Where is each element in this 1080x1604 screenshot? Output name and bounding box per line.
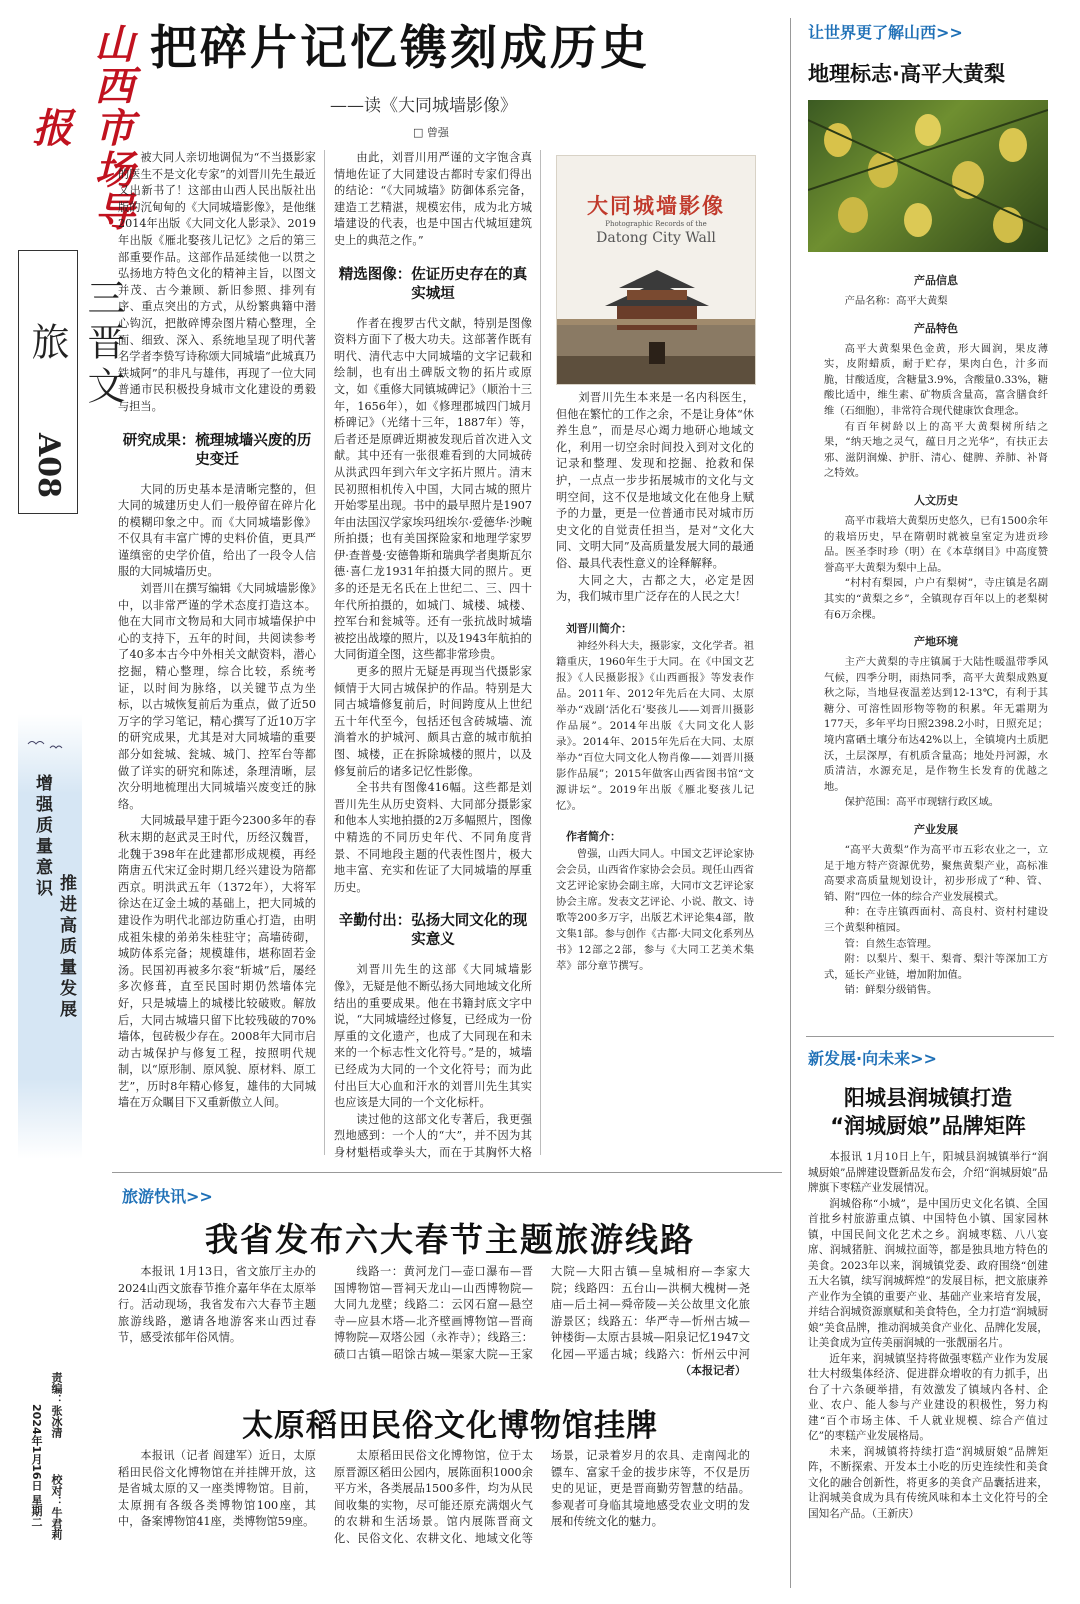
museum-paragraph: 太原稻田民俗文化博物馆，位于太原晋源区稻田公园内，展陈面积1000余平方米，各类展品1500多件，均为从民间收集的实物，尽可能还原充满烟火气的农耕和生活场景。馆内展陈晋商文化、民俗文化、农耕文化、地域文化等场景，记录着岁月的农具、走南闯北的镖车、富家千金的拔步床等，不仅是历史的见证，更是晋商勤劳智慧的结晶。参观者可身临其境地感受农业文明的发展和传统文化的魅力。: [334, 1449, 750, 1545]
travel-paragraph: 本报讯 1月13日，省文旅厅主办的2024山西文旅春节推介嘉年华在太原举行。活动现场，我省发布六大春节主题旅游线路，邀请各地游客来山西过春节，感受浓郁年俗风情。: [118, 1265, 316, 1345]
feature-paragraph: 由此，刘晋川用严谨的文字饱含真情地佐证了大同建设古都时专家们得出的结论：“《大同城墙》防御体系完备，建造工艺精湛，规模宏伟，成为北方城墙建设的代表，也是中国古代城垣建筑史上的典范之作。”: [334, 151, 532, 247]
feature-paragraph: 被大同人亲切地调侃为“不当摄影家的医生不是文化专家”的刘晋川先生最近又出新书了！这部由山西人民出版社出版的沉甸甸的《大同城墙影像》，是他继2014年出版《大同文化人影录》、2019年出版《雁北娶孩儿记忆》之后的第三部重要作品。这部作品延续他一以贯之弘扬地方特色文化的精神主旨，以图文并茂、古今兼顾、新旧参照、排列有序、重点突出的方式，从纷繁典籍中潜心钩沉，把散碎博杂图片精心整理，全面、细致、深入、系统地呈现了明代著名学者李贽写诗称颂大同城墙“此城真乃铁城阿”的非凡与雄伟，再现了一位大同普通市民积极投身城市文化建设的勇毅与担当。: [118, 151, 316, 413]
museum-paragraph: 本报讯（记者 阎建军）近日，太原稻田民俗文化博物馆在并挂牌开放，这是省城太原的又一座类博物馆。目前，太原拥有各级各类博物馆100座，其中，备案博物馆41座，类博物馆59座。: [118, 1449, 316, 1529]
dev-text: 管：自然生态管理。: [844, 937, 938, 950]
credits-strip: [28, 1372, 80, 1582]
feature-col-2: [334, 150, 532, 1160]
travel-kicker: 旅游快讯>>: [122, 1187, 213, 1206]
author-bio: 神经外科大夫，摄影家，文化学者。祖籍重庆，1960年生于大同。在《中国文艺报》《人民摄影报》《山西画报》等发表作品。2011年、2012年先后在大同、太原举办“戏剧‘活化石’娶孩儿——刘晋川摄影作品展”。2014年出版《大同文化人影录》。2014年、2015年先后在大同、太原举办“百位大同文化人物肖像——刘晋川摄影作品展”；2015年做客山西省图书馆“文源讲坛”。2019年出版《雁北娶孩儿记忆》。: [556, 639, 754, 812]
editor-credit: 责编：张冰清: [50, 1372, 63, 1438]
history-text: “村村有梨园，户户有梨树”，寺庄镇是名副其实的“黄梨之乡”，全镇现存百年以上的老梨树有6万余棵。: [824, 577, 1048, 621]
column-rule: [540, 150, 541, 1155]
feature-paragraph: 大同城最早建于距今2300多年的春秋末期的赵武灵王时代，历经汉魏晋，北魏于398年在此建都形成规模，再经隋唐五代宋辽金时期几经兴建设为陪都西京。明洪武五年（1372年），大将军徐达在辽金土城的基础上，把大同城的建设作为明代北部边防重心打造，由明成祖朱棣的弟弟朱桂驻守；高墙砖砌，城防体系完备；规模雄伟，堪称固若金汤。民国初再被多尔衮“斩城”后，屡经多次修葺，直至民国时期仍然墙体完好，只是城墙上的城楼比较破败。解放后，大同古城墙只留下比较残破的70%墙体，包砖极少存在。2008年大同市启动古城保护与修复工程，按照明代规制，以“原形制、原风貌、原材料、原工艺”，历时8年精心修复，雄伟的大同城墙在万众瞩目下又重新傲立人间。: [118, 814, 316, 1110]
runcheng-body: [808, 1150, 1048, 1590]
author-bio-title: 刘晋川简介：: [566, 621, 632, 635]
slogan-line-1: 增强质量意识: [32, 774, 52, 900]
feature-paragraph: 更多的照片无疑是再现当代摄影家倾情于大同古城保护的作品。特别是大同古城墙修复前后，时间跨度从上世纪五十年代至今，包括还包含砖城墙、流淌着水的护城河、颇具古意的城市航拍图、城楼，正在拆除城楼的照片，以及修复前后的诸多记忆性影像。: [334, 665, 532, 778]
env-heading: 产地环境: [914, 635, 958, 649]
cover-title: 大同城墙影像: [587, 194, 725, 218]
slogan-line-2: 推进高质量发展: [56, 874, 76, 1021]
env-text: 保护范围：高平市现辖行政区域。: [844, 796, 1000, 809]
cover-title-en-1: Photographic Records of the: [605, 220, 707, 228]
sidebar-rule: [790, 18, 791, 1588]
pear-photo: [808, 100, 1048, 252]
masthead-strip: [18, 18, 135, 1258]
book-cover: [556, 155, 756, 385]
proof-credit: 校对：牛君莉: [50, 1474, 63, 1540]
section-box: [18, 250, 125, 514]
feature-paragraph: 读过他的这部文化专著后，我更强烈地感到：一个人的“大”，并不因为其身材魁梧或拳头大，而在于其胸怀大格: [334, 1112, 532, 1159]
dev-text: “高平大黄梨”作为高平市五彩农业之一，立足于地方特产资源优势，聚焦黄梨产业，高标准高要求高质量规划设计，初步形成了“种、管、销、附”四位一体的综合产业发展模式。: [824, 844, 1048, 903]
city-gate-illustration: [557, 264, 755, 384]
history-text: 高平市栽培大黄梨历史悠久，已有1500余年的栽培历史，早在隋朝时就被皇室定为进贡珍品。医圣李时珍（明）在《本草纲目》中高度赞誉高平大黄梨为梨中上品。: [824, 514, 1048, 574]
pear-icon: [808, 100, 1048, 252]
section-name: 三晋文旅: [25, 278, 125, 410]
runcheng-title-2: “润城厨娘”品牌矩阵: [830, 1114, 1026, 1138]
date-line: 2024年1月16日 星期二: [30, 1404, 43, 1528]
feature-col-3: [556, 390, 754, 1165]
feature-paragraph: 刘晋川在撰写编辑《大同城墙影像》中，以非常严谨的学术态度打造这本。他在大同市文物局和大同市城墙保护中心的支持下，五年的时间，共阅读参考了40多本古今中外相关文献资料，潜心挖掘，精心整理，综合比较，系统考证，以时间为脉络，以关键节点为坐标，以古城恢复前后为重点，做了近50万字的学习笔记，精心撰写了近10万字的研究成果，尤其是对大同城墙的重要部分如瓮城、瓮城、城门、控军台等都做了详实的研究和陈述，条理清晰，层次分明地梳理出大同城墙兴废变迁的脉络。: [118, 582, 316, 811]
runcheng-paragraph: 润城俗称“小城”，是中国历史文化名镇、全国首批乡村旅游重点镇、中国特色小镇、国家园林镇，中国民间文化艺术之乡。润城枣糕、八八宴席、润城猪脏、润城拉面等，都是独具地方特色的美食。2023年以来，润城镇党委、政府围绕“创建五大名镇，续写润城辉煌”的发展目标，把文旅康养产业作为全镇的重要产业、基础产业来培育发展，并结合润城资源禀赋和美食特色，全力打造“润城厨娘”美食品牌，推动润城美食产业化、品牌化发展，让美食成为宣传美丽润城的一张靓丽名片。: [808, 1197, 1048, 1349]
cover-title-en-2: Datong City Wall: [596, 230, 716, 246]
sidebar-title: 地理标志·高平大黄梨: [808, 62, 1005, 86]
page-number: A08: [31, 433, 66, 499]
runcheng-title-1: 阳城县润城镇打造: [844, 1086, 1012, 1110]
writer-bio-title: 作者简介：: [566, 829, 621, 843]
museum-col-1: [118, 1448, 316, 1590]
museum-title: 太原稻田民俗文化博物馆挂牌: [242, 1408, 658, 1444]
feature-col-1: [118, 150, 316, 1160]
feature-paragraph: 作者在搜罗古代文献，特别是图像资料方面下了极大功夫。这部著作既有明代、清代志中大同城墙的文字记载和绘制，也有出土碑版文物的拓片或原文，如《重修大同镇城碑记》（顺治十三年，1656年），如《修理郡城四门城月桥碑记》（光绪十三年，1887年）等，后者还是原碑近期被发现后首次进入文献。其中还有一张很难看到的大同城砖从洪武四年到六年文字拓片照片。清末民初照相机传入中国，大同古城的照片开始零星出现。书中的最早照片是1907年由法国汉学家埃玛纽埃尔·爱德华·沙畹所拍摄；也有美国探险家和地理学家罗伊·查普曼·安德鲁斯和瑞典学者奥斯瓦尔德·喜仁龙1931年拍摄大同的照片。更多的还是无名氏在上世纪二、三、四十年代所拍摄的，如城门、城楼、城楼、控军台和瓮城等。还有一张抗战时城墙被挖出战壕的照片，以及1943年航拍的大同街道全图，这些都非常珍贵。: [334, 316, 532, 662]
feature-text: 有百年树龄以上的高平大黄梨树所结之果，“纳天地之灵气，蕴日月之光华”，有扶正去邪、滋阴润燥、护肝、清心、健脾、养肺、补肾之特效。: [824, 420, 1048, 480]
travel-sign: （本报记者）: [680, 1364, 746, 1377]
writer-bio: 曾强，山西大同人。中国文艺评论家协会会员，山西省作家协会会员。现任山西省文艺评论家协会副主席，大同市文艺评论家协会主席。发表文艺评论、小说、散文、诗歌等200多万字，出版艺术评论集4部，散文集1部。参与创作《古都·大同文化系列丛书》12部之2部，参与《大同工艺美术集萃》部分章节撰写。: [556, 847, 754, 972]
museum-col-2: [334, 1448, 750, 1590]
feature-paragraph: 刘晋川先生的这部《大同城墙影像》，无疑是他不断弘扬大同地域文化所结出的重要成果。他在书籍封底文字中说，“大同城墙经过修复，已经成为一份厚重的文化遗产，也成了大同现在和未来的一个标志性文化符号。”是的，城墙已经成为大同的一个文化符号；而为此付出巨大心血和汗水的刘晋川先生其实也应该是大同的一个文化标杆。: [334, 963, 532, 1110]
history-heading: 人文历史: [914, 493, 958, 507]
runcheng-paragraph: 本报讯 1月10日上午，阳城县润城镇举行“润城厨娘”品牌建设暨新品发布会，介绍“润城厨娘”品牌旗下枣糕产业发展情况。: [808, 1151, 1048, 1194]
runcheng-paragraph: 未来，润城镇将持续打造“润城厨娘”品牌矩阵，不断探索、开发本土小吃的历史连续性和美食文化的融合创新性，将更多的美食产品囊括进来，让润城美食成为具有传统风味和本土文化符号的全国知名产品。（王新庆）: [808, 1445, 1048, 1520]
bottom-divider: [112, 1172, 782, 1173]
dev-text: 附：以梨片、梨干、梨膏、梨汁等深加工方式，延长产业链，增加附加值。: [824, 953, 1048, 981]
birds-icon: [26, 734, 66, 754]
feature-title: 把碎片记忆镌刻成历史: [150, 21, 650, 76]
travel-col-1: [118, 1264, 316, 1380]
slogan-panel: [18, 714, 82, 1159]
sidebar-divider: [806, 1036, 1054, 1037]
dev-text: 销：鲜梨分级销售。: [844, 984, 938, 997]
dev-heading: 产业发展: [914, 823, 958, 837]
product-name: 产品名称：高平大黄梨: [844, 295, 948, 307]
sidebar-kicker: 让世界更了解山西>>: [808, 23, 963, 42]
feature-paragraph: 刘晋川先生本来是一名内科医生，但他在繁忙的工作之余，不是让身体“休养生息”，而是尽心竭力地研心地域文化，利用一切空余时间投入到对文化的记录和整理、发现和挖掘、抢救和保护，一点点一步步拓展城市的文化与文明空间，这不仅是地域文化在他身上赋予的力量，更是一位普通市民对城市历史文化的自觉责任担当，是对“文化大同、文明大同”及高质量发展大同的最通俗、最具代表性意义的诠释解释。: [556, 391, 754, 570]
sidebar-body: [824, 262, 1048, 1032]
subheading-research: 研究成果：梳理城墙兴废的历史变迁: [122, 432, 312, 468]
feature-paragraph: 大同之大，古都之大，必定是因为，我们城市里广泛存在的人民之大！: [556, 573, 754, 604]
travel-routes: 线路一：黄河龙门—壶口瀑布—晋国博物馆—晋祠天龙山—山西博物院—大同九龙壁；线路二：云冈石窟—悬空寺—应县木塔—北齐壁画博物馆—晋商博物院—双塔公园（永祚寺）；线路三：碛口古镇—昭馀古城—渠家大院—王家大院—大阳古镇—皇城相府—李家大院；线路四：五台山—洪桐大槐树—尧庙—后土祠—舜帝陵—关公故里文化旅游景区；线路五：华严寺—忻州古城—钟楼街—太原古县城—阳泉记忆1947文化园—平遥古城；线路六：忻州云中河: [334, 1265, 750, 1361]
runcheng-paragraph: 近年来，润城镇坚持将做强枣糕产业作为发展壮大村级集体经济、促进群众增收的有力抓手，出台了十六条硬举措，有效激发了镇域内各村、企业、农户、能人参与产业建设的积极性，努力构建“百个市场主体、千人就业规模、综合产值过亿”的枣糕产业发展格局。: [808, 1352, 1048, 1442]
travel-title: 我省发布六大春节主题旅游线路: [205, 1220, 695, 1259]
feature-text: 高平大黄梨果色金黄，形大圆润，果皮薄实，皮附蜡质，耐于贮存，果肉白色，汁多而脆，甘酸适度，含糖量3.9%，含酸量0.33%，糖酸比适中，维生素、矿物质含量高，富含膳食纤维（石细胞），非常符合现代健康饮食理念。: [824, 342, 1048, 417]
product-info-heading: 产品信息: [914, 274, 958, 287]
dev-text: 种：在寺庄镇西面村、高良村、资村村建设三个黄梨种植园。: [824, 906, 1048, 934]
runcheng-kicker: 新发展·向未来>>: [808, 1049, 937, 1068]
env-text: 主产大黄梨的寺庄镇属于大陆性暖温带季风气候，四季分明，雨热同季，高平大黄梨成熟夏秋之际，当地昼夜温差达到12-13℃，有利于其糖分、可溶性固形物等物的积累。年无霜期为177天，多年平均日照2398.2小时，日照充足；境内富硒土壤分布达42%以上，全镇境内土质肥沃，土层深厚，有机质含量高；地处丹河源，水质清洁，水源充足，是作物生长发育的优越之地。: [824, 656, 1048, 793]
subheading-effort: 辛勤付出：弘扬大同文化的现实意义: [338, 913, 528, 949]
column-rule: [324, 150, 325, 1155]
paper-name: 山西市场导报: [26, 23, 135, 233]
feature-paragraph: 全书共有图像416幅。这些都是刘晋川先生从历史资料、大同部分摄影家和他本人实地拍摄的2万多幅照片，图像中精选的不同历史年代、不同角度背景、不同地段主题的代表性图片，极大地丰富、充实和佐证了大同城墙的厚重历史。: [334, 781, 532, 894]
feature-byline: □ 曾强: [413, 126, 449, 139]
feature-paragraph: 大同的历史基本是清晰完整的，但大同的城建历史人们一般停留在碎片化的模糊印象之中。而《大同城墙影像》不仅具有丰富广博的史料价值，更具严谨缜密的史学价值，给出了一段令人信服的大同城墙历史。: [118, 482, 316, 579]
subheading-images: 精选图像：佐证历史存在的真实城垣: [338, 266, 528, 302]
feature-subtitle: ——读《大同城墙影像》: [330, 96, 517, 116]
feature-heading: 产品特色: [914, 321, 958, 335]
